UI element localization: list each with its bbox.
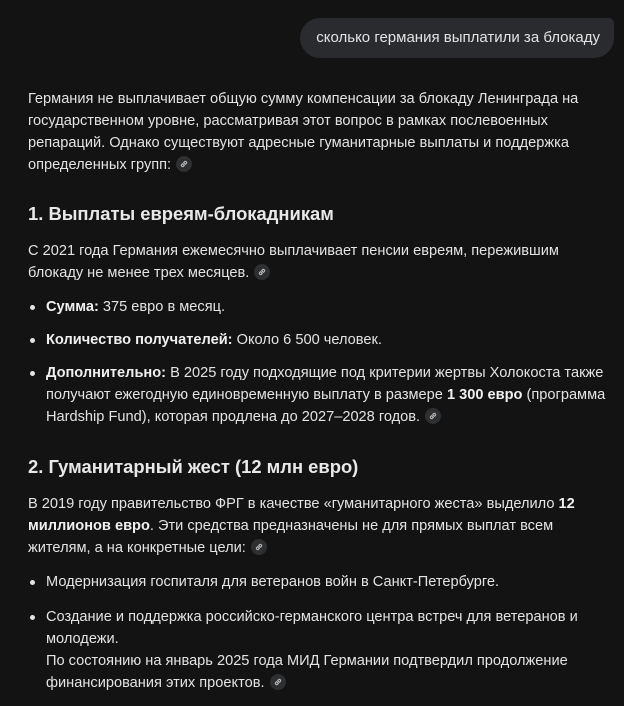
section1-paragraph [28, 240, 616, 284]
list-item [28, 606, 616, 694]
link-icon[interactable] [251, 539, 267, 555]
section2-paragraph [28, 493, 616, 559]
list-item-label: Дополнительно: [46, 365, 167, 381]
section2-heading: 2. Гуманитарный жест (12 млн евро) [28, 456, 359, 477]
intro-paragraph [28, 88, 616, 176]
assistant-response [28, 88, 616, 706]
section2-paragraph-text: В 2019 году правительство ФРГ в качестве «гуманитарного жеста» выделило [28, 496, 559, 512]
list-item [28, 329, 616, 351]
user-message-bubble [300, 18, 614, 58]
section2-paragraph-text: . Эти средства предназначены не для прямых выплат всем жителям, а на конкретные цели: [28, 518, 554, 556]
user-message-text: сколько германия выплатили за блокаду [316, 29, 600, 46]
list-item-label: Количество получателей: [46, 332, 233, 348]
intro-text: Германия не выплачивает общую сумму компенсации за блокаду Ленинграда на государственном уровне, рассматривая этот вопрос в рамках послевоенных репараций. Однако существуют адресные гуманитарные выплаты и поддержка определенных групп: [28, 91, 579, 173]
section2-highlight: 12 миллионов евро [28, 496, 575, 534]
section1-list [28, 296, 616, 428]
list-item [28, 362, 616, 428]
list-item-text: Создание и поддержка российско-германского центра встреч для ветеранов и молодежи. [46, 609, 578, 647]
list-item [28, 296, 616, 318]
list-item-text: По состоянию на январь 2025 года МИД Германии подтвердил продолжение финансирования этих проектов. [46, 653, 568, 691]
link-icon[interactable] [176, 156, 192, 172]
list-item-text: Модернизация госпиталя для ветеранов войн в Санкт-Петербурге. [46, 574, 500, 590]
section1-heading: 1. Выплаты евреям-блокадникам [28, 203, 334, 224]
link-icon[interactable] [270, 674, 286, 690]
section1-paragraph-text: С 2021 года Германия ежемесячно выплачивает пенсии евреям, пережившим блокаду не менее трех месяцев. [28, 243, 559, 281]
list-item-text: Около 6 500 человек. [232, 332, 382, 348]
list-item-text: 375 евро в месяц. [98, 299, 226, 315]
section2-list [28, 571, 616, 694]
list-item-highlight: 1 300 евро [446, 387, 523, 403]
list-item-label: Сумма: [46, 299, 99, 315]
list-item-text: (программа Hardship Fund), которая продлена до 2027–2028 годов. [46, 387, 606, 425]
link-icon[interactable] [425, 408, 441, 424]
list-item [28, 571, 616, 593]
link-icon[interactable] [254, 264, 270, 280]
list-item-text: В 2025 году подходящие под критерии жертвы Холокоста также получают ежегодную единовременную выплату в размере [46, 365, 604, 403]
